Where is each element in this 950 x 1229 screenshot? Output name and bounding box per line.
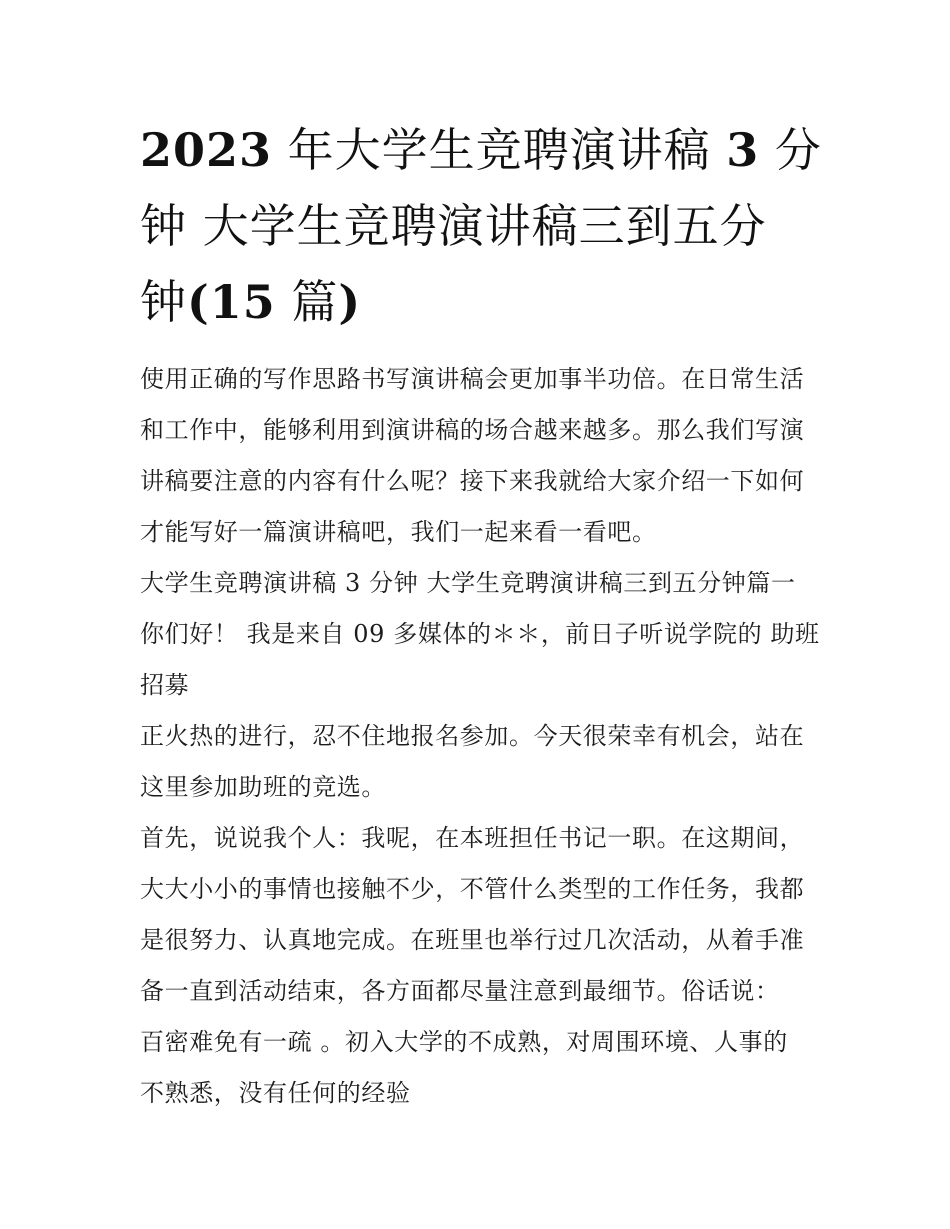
text-line: 首先，说说我个人：我呢，在本班担任书记一职。在这期间， <box>140 824 805 852</box>
title-line-1: 2023 年大学生竞聘演讲稿 3 分 <box>140 123 822 177</box>
paragraph-greeting <box>140 609 820 711</box>
text-line: 百密难免有一疏 。初入大学的不成熟，对周围环境、人事的 <box>140 1028 788 1056</box>
text-line: 你们好！ 我是来自 09 多媒体的＊＊，前日子听说学院的 助班 <box>140 620 820 648</box>
text-line: 和工作中，能够利用到演讲稿的场合越来越多。那么我们写演 <box>140 416 805 444</box>
text-line: 是很努力、认真地完成。在班里也举行过几次活动，从着手准 <box>140 926 805 954</box>
document-title <box>140 112 820 340</box>
text-line: 大大小小的事情也接触不少，不管什么类型的工作任务，我都 <box>140 875 805 903</box>
text-line: 备一直到活动结束，各方面都尽量注意到最细节。俗话说： <box>140 977 780 1005</box>
paragraph-signup <box>140 711 820 813</box>
text-line: 这里参加助班的竞选。 <box>140 773 386 801</box>
text-line: 使用正确的写作思路书写演讲稿会更加事半功倍。在日常生活 <box>140 365 805 393</box>
text-line: 讲稿要注意的内容有什么呢？接下来我就给大家介绍一下如何 <box>140 467 805 495</box>
title-line-2: 钟 大学生竞聘演讲稿三到五分 <box>140 199 767 253</box>
paragraph-self-intro <box>140 813 820 1119</box>
text-line: 大学生竞聘演讲稿 3 分钟 大学生竞聘演讲稿三到五分钟篇一 <box>140 569 796 597</box>
paragraph-intro <box>140 354 820 558</box>
title-line-3: 钟(15 篇) <box>140 275 362 329</box>
text-line: 才能写好一篇演讲稿吧，我们一起来看一看吧。 <box>140 518 657 546</box>
text-line: 不熟悉，没有任何的经验 <box>140 1079 411 1107</box>
text-line: 正火热的进行，忍不住地报名参加。今天很荣幸有机会，站在 <box>140 722 805 750</box>
document-body <box>140 354 820 1119</box>
section-heading <box>140 558 820 609</box>
text-line: 招募 <box>140 671 190 699</box>
